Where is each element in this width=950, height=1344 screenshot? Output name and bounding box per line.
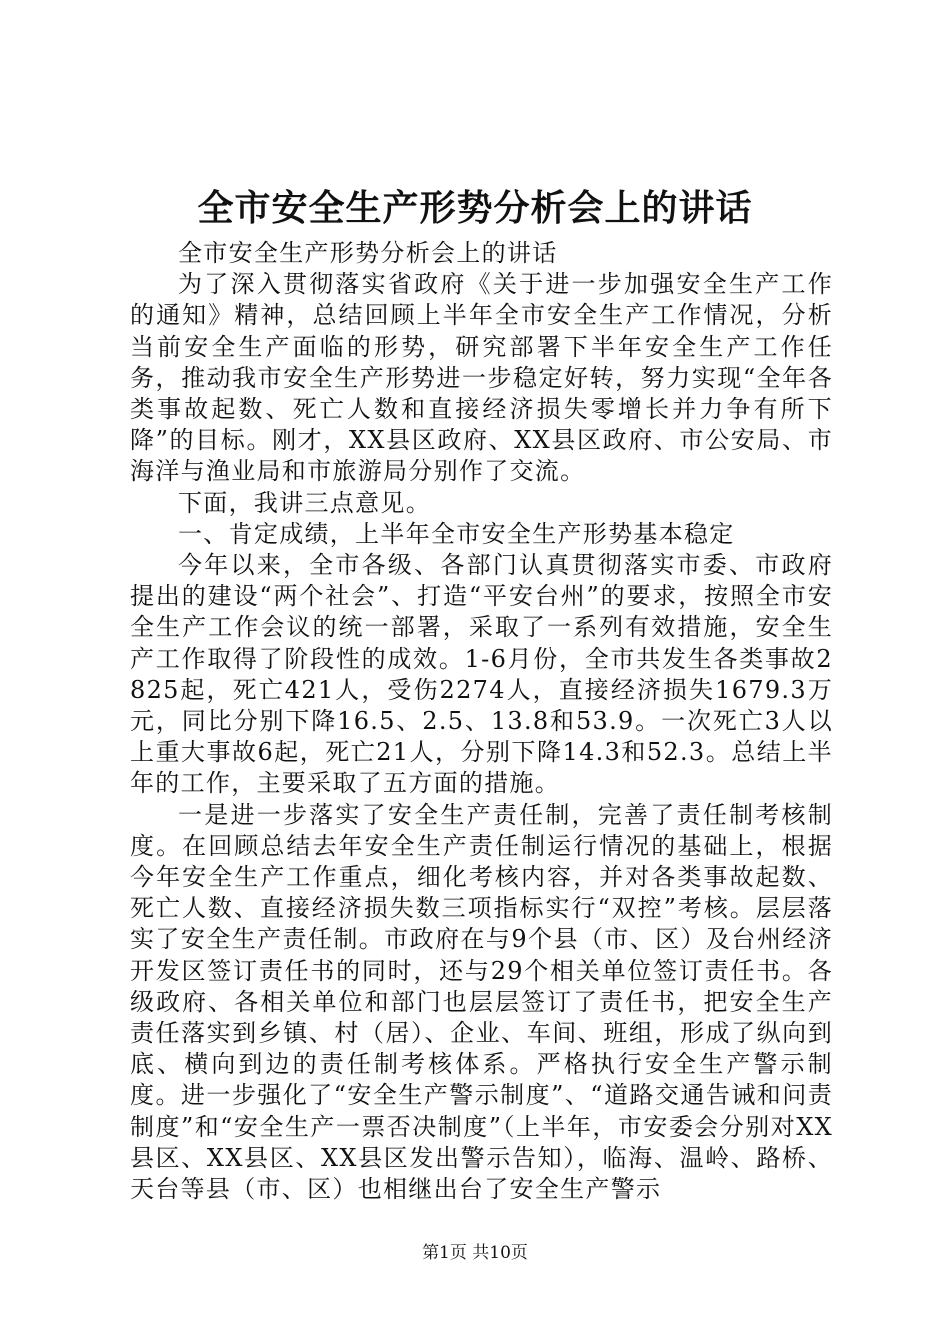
intro-paragraph: 为了深入贯彻落实省政府《关于进一步加强安全生产工作的通知》精神，总结回顾上半年全市安全生产工作情况，分析当前安全生产面临的形势，研究部署下半年安全生产工作任务，推动我市安全生产形势进一步稳定好转，努力实现“全年各类事故起数、死亡人数和直接经济损失零增长并力争有所下降”的目标。刚才，XX县区政府、XX县区政府、市公安局、市海洋与渔业局和市旅游局分别作了交流。 bbox=[130, 270, 833, 486]
achievements-paragraph: 今年以来，全市各级、各部门认真贯彻落实市委、市政府提出的建设“两个社会”、打造“平安台州”的要求，按照全市安全生产工作会议的统一部署，采取了一系列有效措施，安全生产工作取得了阶段性的成效。1-6月份，全市共发生各类事故2825起，死亡421人，受伤2274人，直接经济损失1679.3万元，同比分别下降16.5、2.5、13.8和53.9。一次死亡3人以上重大事故6起，死亡21人，分别下降14.3和52.3。总结上半年的工作，主要采取了五方面的措施。 bbox=[130, 551, 833, 798]
document-title: 全市安全生产形势分析会上的讲话 bbox=[197, 187, 753, 229]
page-footer: 第1页 共10页 bbox=[422, 1243, 528, 1263]
subtitle-paragraph: 全市安全生产形势分析会上的讲话 bbox=[178, 239, 558, 267]
document-body bbox=[130, 238, 833, 1205]
responsibility-paragraph: 一是进一步落实了安全生产责任制，完善了责任制考核制度。在回顾总结去年安全生产责任制运行情况的基础上，根据今年安全生产工作重点，细化考核内容，并对各类事故起数、死亡人数、直接经济损失数三项指标实行“双控”考核。层层落实了安全生产责任制。市政府在与9个县（市、区）及台州经济开发区签订责任书的同时，还与29个相关单位签订责任书。各级政府、各相关单位和部门也层层签订了责任书，把安全生产责任落实到乡镇、村（居）、企业、车间、班组，形成了纵向到底、横向到边的责任制考核体系。严格执行安全生产警示制度。进一步强化了“安全生产警示制度”、“道路交通告诫和问责制度”和“安全生产一票否决制度”（上半年，市安委会分别对XX县区、XX县区、XX县区发出警示告知），临海、温岭、路桥、天台等县（市、区）也相继出台了安全生产警示 bbox=[130, 800, 833, 1204]
opinion-paragraph: 下面，我讲三点意见。 bbox=[178, 488, 431, 517]
section-heading: 一、肯定成绩，上半年全市安全生产形势基本稳定 bbox=[178, 519, 735, 548]
